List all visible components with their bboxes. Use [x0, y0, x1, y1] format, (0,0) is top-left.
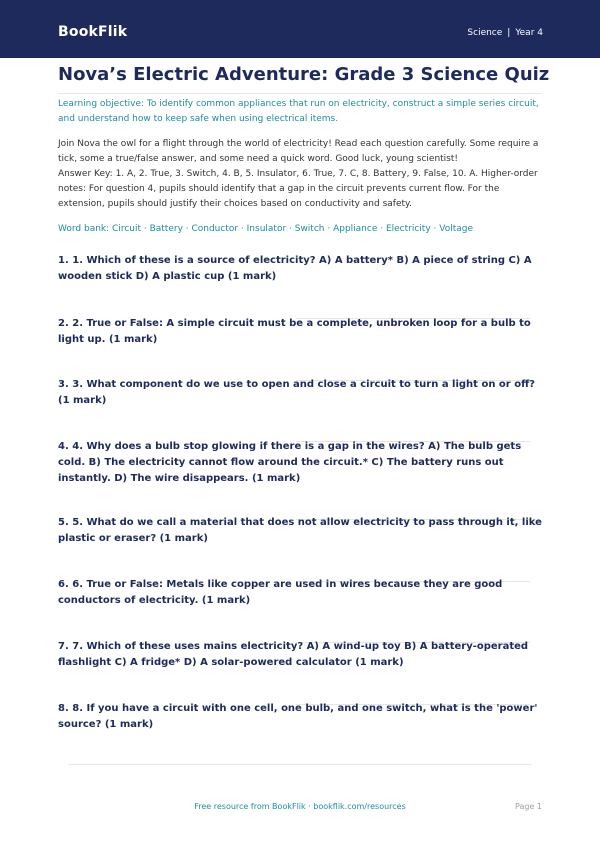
answer-key: Answer Key: 1. A, 2. True, 3. Switch, 4. B, 5. Insulator, 6. True, 7. C, 8. Battery, 9. False, 10. A. Higher-order notes: For question 4, pupils should identify that a gap in the circuit prevents current flow. For the extension, pupils should justify their choices based on conductivity and safety. [58, 169, 538, 209]
page-number: Page 1 [515, 802, 542, 811]
question-4: 4. 4. Why does a bulb stop glowing if there is a gap in the wires? A) The bulb gets cold. B) The electricity cannot flow around the circuit.* C) The battery runs out instantly. D) The wire disappears. (1 mark) [58, 441, 522, 484]
page-title: Nova’s Electric Adventure: Grade 3 Science Quiz [58, 64, 550, 85]
question-6: 6. 6. True or False: Metals like copper are used in wires because they are good conductors of electricity. (1 mark) [58, 579, 503, 606]
meta-separator: | [507, 28, 511, 38]
footer-divider [68, 764, 532, 765]
subject-year-label [467, 28, 543, 38]
footer-credit: Free resource from BookFlik · bookflik.com/resources [194, 802, 406, 811]
question-3: 3. 3. What component do we use to open and close a circuit to turn a light on or off? (1 mark) [58, 379, 535, 406]
question-2: 2. 2. True or False: A simple circuit must be a complete, unbroken loop for a bulb to light up. (1 mark) [58, 318, 531, 345]
brand-logo: BookFlik [58, 24, 128, 40]
question-5: 5. 5. What do we call a material that does not allow electricity to pass through it, like plastic or eraser? (1 mark) [58, 517, 542, 544]
intro-text: Join Nova the owl for a flight through the world of electricity! Read each question carefully. Some require a tick, some a true/false answer, and some need a quick word. Good luck, young scientist! [58, 139, 539, 164]
subject-label: Science [467, 28, 503, 38]
page-header [0, 0, 600, 58]
question-1: 1. 1. Which of these is a source of electricity? A) A battery* B) A piece of string C) A wooden stick D) A plastic cup (1 mark) [58, 255, 532, 282]
year-label: Year 4 [515, 28, 543, 38]
learning-objective: Learning objective: To identify common appliances that run on electricity, construct a simple series circuit, and understand how to keep safe when using electrical items. [58, 99, 539, 124]
question-8: 8. 8. If you have a circuit with one cell, one bulb, and one switch, what is the 'power' source? (1 mark) [58, 703, 538, 730]
word-bank: Word bank: Circuit · Battery · Conductor · Insulator · Switch · Appliance · Electricity · Voltage [58, 224, 473, 234]
question-7: 7. 7. Which of these uses mains electricity? A) A wind-up toy B) A battery-operated flashlight C) A fridge* D) A solar-powered calculator (1 mark) [58, 641, 529, 668]
title-divider [58, 93, 542, 94]
